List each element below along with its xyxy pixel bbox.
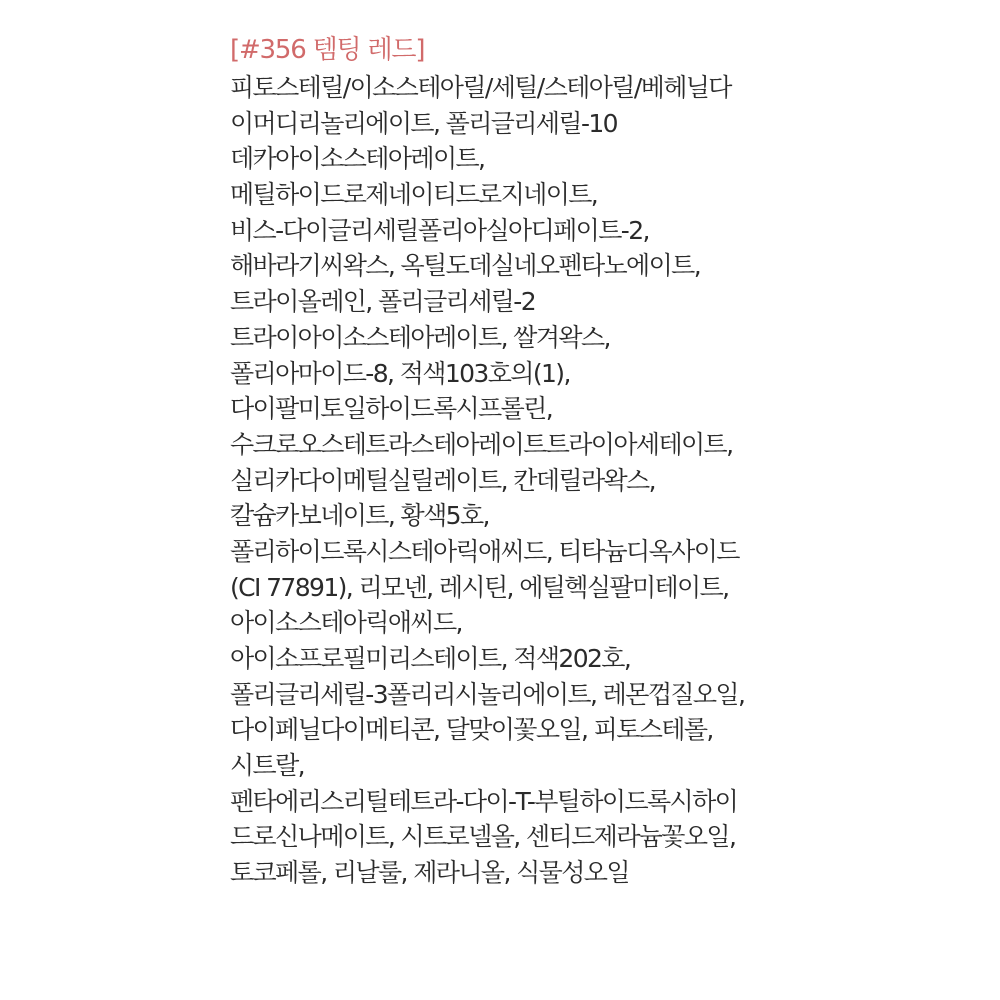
ingredient-line: 폴리하이드록시스테아릭애씨드, 티타늄디옥사이드 [230,536,739,566]
ingredient-line: 토코페롤, 리날룰, 제라니올, 식물성오일 [230,858,629,888]
ingredient-line: 드로신나메이트, 시트로넬올, 센티드제라늄꽃오일, [230,822,736,852]
ingredient-line: 이머디리놀리에이트, 폴리글리세릴-10 [230,108,617,138]
ingredient-line: 비스-다이글리세릴폴리아실아디페이트-2, [230,215,649,245]
product-title: [#356 템팅 레드] [230,35,425,65]
ingredient-line: 폴리아마이드-8, 적색103호의(1), [230,358,570,388]
ingredient-line: 트라이올레인, 폴리글리세릴-2 [230,287,536,317]
ingredient-line: 피토스테릴/이소스테아릴/세틸/스테아릴/베헤닐다 [230,73,731,102]
ingredient-line: 펜타에리스리틸테트라-다이-T-부틸하이드록시하이 [230,786,738,816]
ingredient-line: 실리카다이메틸실릴레이트, 칸데릴라왁스, [230,465,655,495]
ingredient-line: 해바라기씨왁스, 옥틸도데실네오펜타노에이트, [230,251,701,281]
ingredient-line: 트라이아이소스테아레이트, 쌀겨왁스, [230,322,610,352]
ingredient-line: 수크로오스테트라스테아레이트트라이아세테이트, [230,429,733,459]
ingredient-line: 다이팔미토일하이드록시프롤린, [230,394,553,424]
ingredient-document [230,30,990,891]
ingredient-line: 칼슘카보네이트, 황색5호, [230,501,489,531]
ingredient-line: 메틸하이드로제네이티드로지네이트, [230,180,598,210]
ingredient-line: 다이페닐다이메티콘, 달맞이꽃오일, 피토스테롤, [230,715,713,745]
ingredient-list [230,70,990,891]
ingredient-line: 폴리글리세릴-3폴리리시놀리에이트, 레몬껍질오일, [230,679,745,709]
ingredient-line: 시트랄, [230,751,304,781]
ingredient-line: 데카아이소스테아레이트, [230,144,485,174]
ingredient-line: 아이소프로필미리스테이트, 적색202호, [230,644,631,673]
ingredient-line: (CI 77891), 리모넨, 레시틴, 에틸헥실팔미테이트, [230,572,729,602]
ingredient-line: 아이소스테아릭애씨드, [230,608,462,638]
